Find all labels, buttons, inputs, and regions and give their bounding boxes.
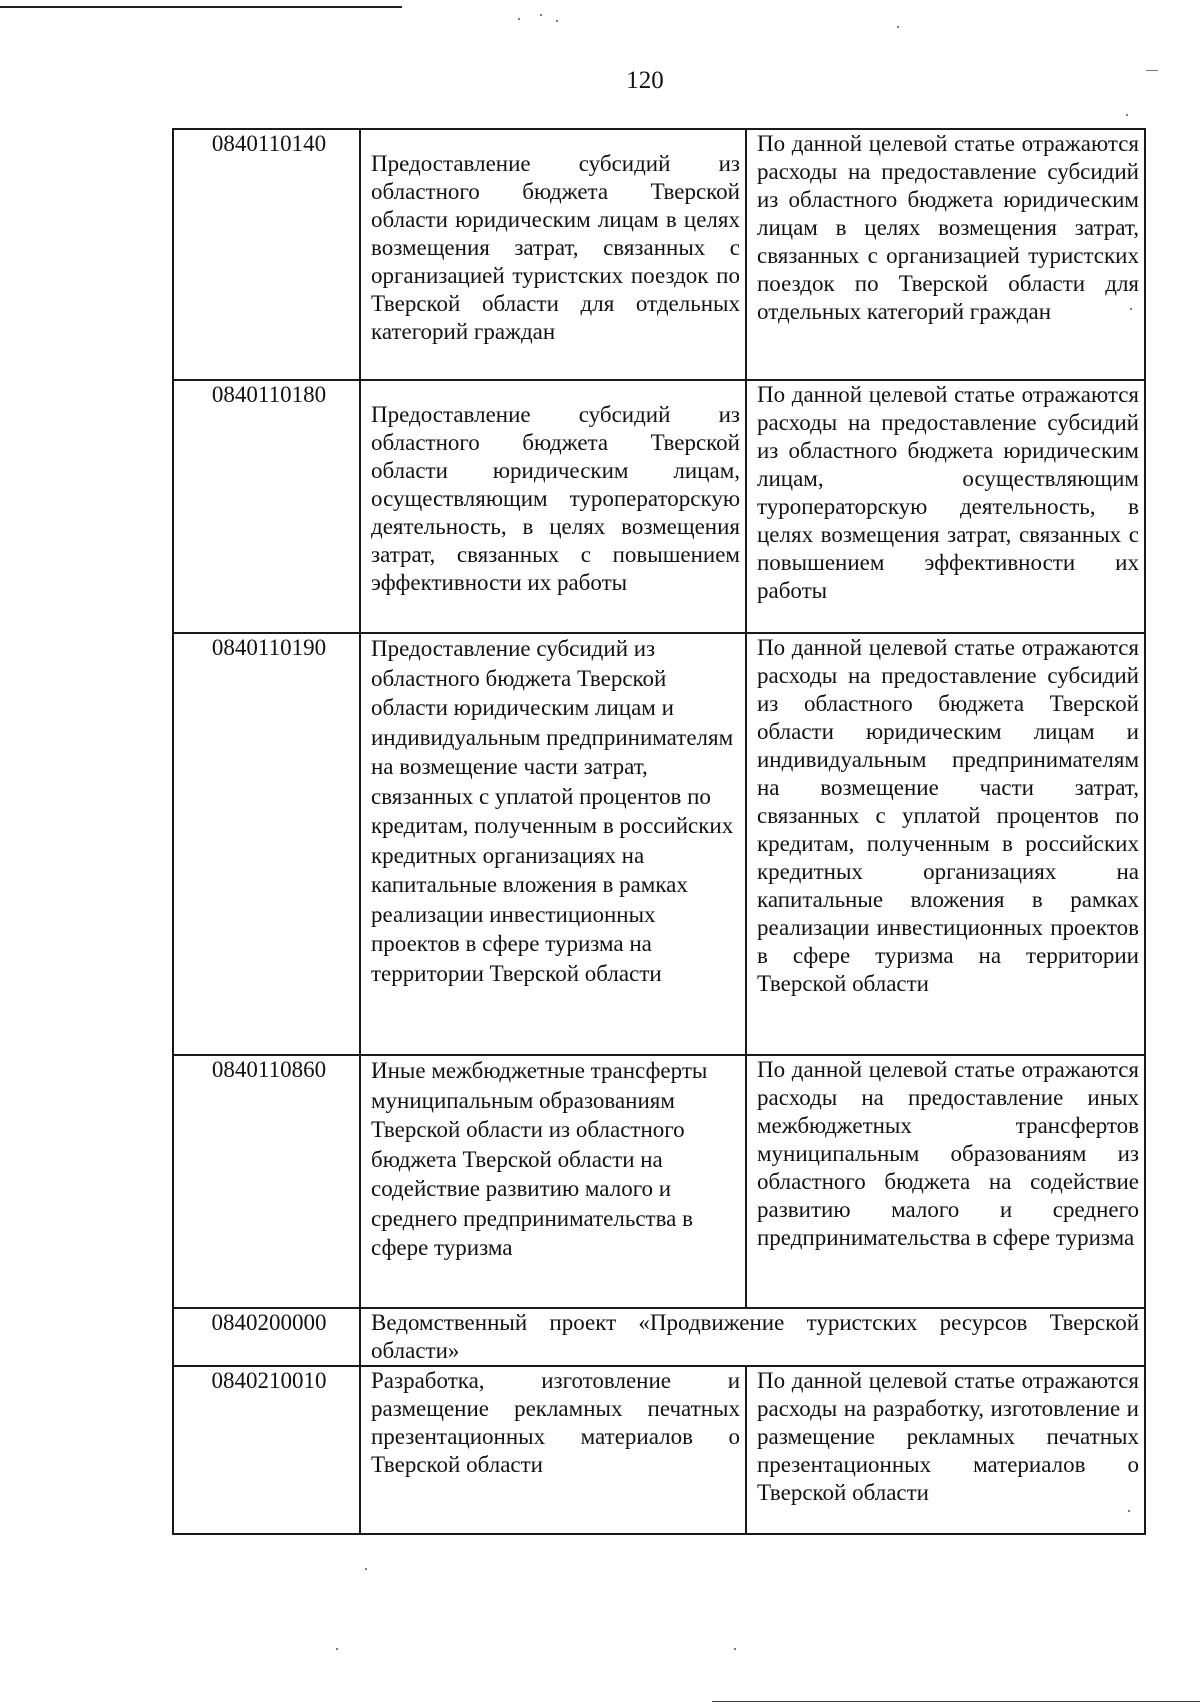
target-article-description: По данной целевой статье отражаются расходы на предоставление субсидий из областного бюджета юридическим лицам в целях возмещения затрат, связанных с организацией туристских поездок по Тверской области для отдельных категорий граждан	[746, 129, 1145, 380]
target-article-description: По данной целевой статье отражаются расходы на разработку, изготовление и размещение рекламных печатных презентационных материалов о Тверской области	[746, 1366, 1145, 1534]
table-row	[173, 1055, 1145, 1308]
target-article-name: Разработка, изготовление и размещение рекламных печатных презентационных материалов о Тверской области	[360, 1366, 746, 1534]
target-article-name: Предоставление субсидий из областного бюджета Тверской области юридическим лицам, осуществляющим туроператорскую деятельность, в целях возмещения затрат, связанных с повышением эффективности их работы	[360, 380, 746, 633]
scan-speck	[518, 18, 520, 20]
scan-speck	[1130, 308, 1132, 310]
scan-speck	[897, 26, 899, 28]
scan-edge-line	[0, 6, 402, 8]
scan-speck	[1128, 1510, 1130, 1512]
table-row	[173, 129, 1145, 380]
target-article-name: Предоставление субсидий из областного бюджета Тверской области юридическим лицам и индивидуальным предпринимателям на возмещение части затрат, связанных с уплатой процентов по кредитам, полученным в российских кредитных организациях на капитальные вложения в рамках реализации инвестиционных проектов в сфере туризма на территории Тверской области	[360, 633, 746, 1055]
target-article-code: 0840210010	[173, 1366, 360, 1534]
target-article-code: 0840110140	[173, 129, 360, 380]
target-article-code: 0840110180	[173, 380, 360, 633]
budget-classification-table	[172, 128, 1146, 1535]
scan-edge-line	[712, 1701, 1200, 1702]
target-article-code: 0840110190	[173, 633, 360, 1055]
target-article-code: 0840200000	[173, 1308, 360, 1366]
target-article-description: По данной целевой статье отражаются расходы на предоставление иных межбюджетных трансфертов муниципальным образованиям из областного бюджета на содействие развитию малого и среднего предпринимательства в сфере туризма	[746, 1055, 1145, 1308]
target-article-description: По данной целевой статье отражаются расходы на предоставление субсидий из областного бюджета Тверской области юридическим лицам и индивидуальным предпринимателям на возмещение части затрат, связанных с уплатой процентов по кредитам, полученным в российских кредитных организациях на капитальные вложения в рамках реализации инвестиционных проектов в сфере туризма на территории Тверской области	[746, 633, 1145, 1055]
table-row	[173, 380, 1145, 633]
table-row	[173, 633, 1145, 1055]
scan-speck	[556, 20, 558, 22]
scan-mark	[1146, 70, 1158, 71]
scan-speck	[734, 1648, 736, 1650]
scan-speck	[1126, 114, 1128, 116]
scan-speck	[540, 14, 542, 16]
table-row	[173, 1308, 1145, 1366]
scan-speck	[365, 1568, 367, 1570]
page-number: 120	[626, 67, 664, 94]
target-article-code: 0840110860	[173, 1055, 360, 1308]
target-article-name: Предоставление субсидий из областного бюджета Тверской области юридическим лицам в целях возмещения затрат, связанных с организацией туристских поездок по Тверской области для отдельных категорий граждан	[360, 129, 746, 380]
target-article-name: Иные межбюджетные трансферты муниципальным образованиям Тверской области из областного бюджета Тверской области на содействие развитию малого и среднего предпринимательства в сфере туризма	[360, 1055, 746, 1308]
project-section-title: Ведомственный проект «Продвижение туристских ресурсов Тверской области»	[360, 1308, 1145, 1366]
table-row	[173, 1366, 1145, 1534]
scan-speck	[336, 1648, 338, 1650]
target-article-description: По данной целевой статье отражаются расходы на предоставление субсидий из областного бюджета юридическим лицам, осуществляющим туроператорскую деятельность, в целях возмещения затрат, связанных с повышением эффективности их работы	[746, 380, 1145, 633]
